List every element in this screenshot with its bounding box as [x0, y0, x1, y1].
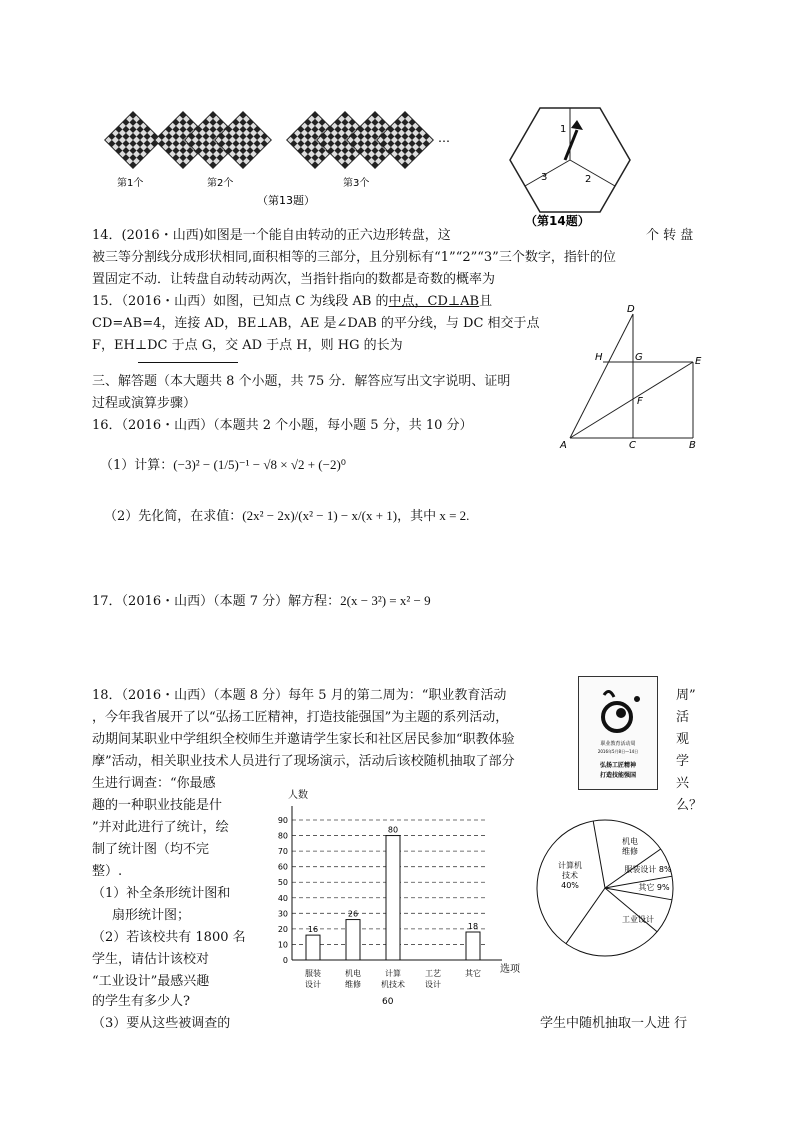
q18-line9: 整）.	[92, 864, 123, 879]
segment-1: 1	[560, 124, 567, 135]
activity-poster	[578, 676, 658, 790]
bar	[386, 836, 400, 960]
segment-2: 2	[585, 174, 592, 185]
fig13-label-2: 第2个	[207, 178, 234, 189]
q18-sub2-a: （2）若该校共有 1800 名	[92, 930, 246, 945]
pie-slice-label: 机电维修	[622, 837, 638, 856]
q18-line3: 动期间某职业中学组织全校师生并邀请学生家长和社区居民参加“职教体验	[92, 732, 515, 747]
q16-part2: （2）先化简，在求值：(2x² − 2x)/(x² − 1) − x/(x + 1)，其中 x = 2.	[104, 508, 470, 524]
pie-slice-label: 计算机技术 40%	[558, 861, 582, 890]
point-B: B	[689, 440, 696, 451]
q18-line8: 制了统计图（均不完	[92, 842, 210, 857]
q18-line2: ，今年我省展开了以“弘扬工匠精神，打造技能强国”为主题的系列活动，	[92, 710, 509, 725]
bar-footnote: 60	[382, 997, 394, 1007]
pie-slice-label: 服装设计 8%	[624, 865, 672, 874]
q18-line1-end: 周”	[676, 688, 696, 703]
x-category-label: 其它	[465, 969, 481, 978]
y-tick-label: 90	[277, 816, 288, 825]
fig13-label-3: 第3个	[343, 178, 370, 189]
x-category-label: 设计	[425, 980, 441, 989]
fig14-caption: （第14题）	[525, 214, 590, 228]
figure-14	[505, 100, 635, 230]
q14-line1: 14．(2016・山西)如图是一个能自由转动的正六边形转盘，这	[92, 228, 451, 243]
poster-line1: 职业教育活动周	[600, 741, 636, 747]
fig13-caption: （第13题）	[257, 194, 315, 207]
q18-sub2-d: 的学生有多少人?	[92, 994, 190, 1009]
x-category-label: 设计	[305, 980, 321, 989]
bar-data-label: 18	[467, 922, 479, 931]
bar-data-label: 80	[387, 825, 399, 835]
fig13-label-1: 第1个	[117, 178, 144, 189]
q14-line2: 被三等分割线分成形状相同,面积相等的三部分，且分别标有“1”“2”“3”三个数字，指针的位	[92, 250, 616, 265]
q18-line4: 摩”活动，相关职业技术人员进行了现场演示，活动后该校随机抽取了部分	[92, 754, 515, 769]
figure-15	[555, 300, 715, 460]
x-category-label: 服装	[305, 969, 321, 978]
x-category-label: 维修	[345, 980, 361, 989]
y-tick-label: 40	[277, 893, 288, 903]
y-tick-label: 30	[277, 909, 288, 919]
y-tick-label: 0	[282, 956, 288, 965]
bar-chart	[262, 786, 532, 1011]
bar	[306, 935, 320, 960]
point-A: A	[560, 440, 567, 451]
x-category-label: 机技术	[381, 980, 405, 989]
x-category-label: 工艺	[425, 969, 441, 978]
segment-3: 3	[541, 172, 548, 183]
y-tick-label: 50	[277, 878, 288, 888]
q17: 17．（2016・山西）（本题 7 分）解方程：2(x − 3²) = x² − 9	[92, 593, 431, 609]
poster-slogan2: 打造技能强国	[599, 772, 637, 779]
q14-line3: 置固定不动．让转盘自动转动两次，当指针指向的数都是奇数的概率为	[92, 272, 496, 287]
bar-ylabel: 人数	[288, 790, 308, 801]
pattern-1	[105, 112, 162, 169]
point-E: E	[695, 356, 702, 367]
q18-line2-end: 活	[676, 710, 690, 725]
point-C: C	[629, 440, 636, 451]
bar-data-label: 26	[347, 909, 359, 919]
q15-answer-blank	[138, 352, 238, 367]
q16-part1: （1）计算：(−3)² − (1/5)⁻¹ − √8 × √2 + (−2)⁰	[100, 457, 346, 473]
poster-logo	[603, 703, 631, 731]
q18-line7: ”并对此进行了统计，绘	[92, 820, 229, 835]
y-tick-label: 80	[277, 831, 288, 841]
q18-sub2-c: “工业设计”最感兴趣	[92, 974, 210, 989]
x-category-label: 计算	[385, 969, 401, 978]
q18-sub3-a: （3）要从这些被调查的	[92, 1016, 231, 1031]
figure-13	[95, 100, 485, 210]
fig13-dots: …	[438, 131, 450, 145]
x-category-label: 机电	[345, 969, 361, 978]
q15-line2: CD=AB=4，连接 AD，BE⊥AB，AE 是∠DAB 的平分线，与 DC 相交于点	[92, 316, 540, 331]
y-tick-label: 20	[277, 924, 288, 934]
q14-line1-end: 个 转 盘	[646, 228, 694, 243]
q15-line3: F，EH⊥DC 于点 G，交 AD 于点 H，则 HG 的长为	[92, 338, 403, 353]
q18-line6: 趣的一种职业技能是什	[92, 798, 223, 813]
bar-data-label: 16	[307, 925, 319, 935]
pie-slice-label: 其它 9%	[638, 883, 670, 892]
q18-line5: 生进行调查：“你最感	[92, 776, 216, 791]
q18-line4-end: 学	[676, 754, 690, 769]
point-G: G	[635, 352, 643, 363]
y-tick-label: 60	[277, 862, 288, 872]
pie-slice-label: 工业设计	[622, 915, 654, 924]
point-D: D	[627, 304, 635, 315]
q16-title: 16．（2016・山西）（本题共 2 个小题，每小题 5 分，共 10 分）	[92, 418, 473, 433]
section3-line1: 三、解答题（本大题共 8 个小题，共 75 分．解答应写出文字说明、证明	[92, 374, 511, 389]
q18-sub1-b: 扇形统计图；	[112, 908, 191, 923]
q18-sub1-a: （1）补全条形统计图和	[92, 886, 231, 901]
poster-line2: 2016年5月8日—14日	[597, 749, 639, 754]
bar-xlabel: 选项	[500, 964, 520, 975]
q18-line6-end: 么？	[676, 798, 703, 813]
poster-slogan1: 弘扬工匠精神	[599, 762, 637, 769]
section3-line2: 过程或演算步骤）	[92, 396, 197, 411]
bar	[346, 920, 360, 960]
y-tick-label: 70	[277, 847, 288, 857]
q18-sub3-b: 学生中随机抽取一人进 行	[540, 1016, 688, 1031]
bar	[466, 932, 480, 960]
q18-sub2-b: 学生，请估计该校对	[92, 952, 210, 967]
q18-line3-end: 观	[676, 732, 690, 747]
point-F: F	[637, 396, 643, 407]
pie-chart	[530, 810, 700, 970]
q18-line1: 18．（2016・山西）（本题 8 分）每年 5 月的第二周为：“职业教育活动	[92, 688, 507, 703]
point-H: H	[595, 352, 603, 363]
y-tick-label: 10	[277, 940, 288, 950]
q15-line1: 15．（2016・山西）如图，已知点 C 为线段 AB 的中点，CD⊥AB且	[92, 294, 493, 309]
q18-line5-end: 兴	[676, 776, 690, 791]
